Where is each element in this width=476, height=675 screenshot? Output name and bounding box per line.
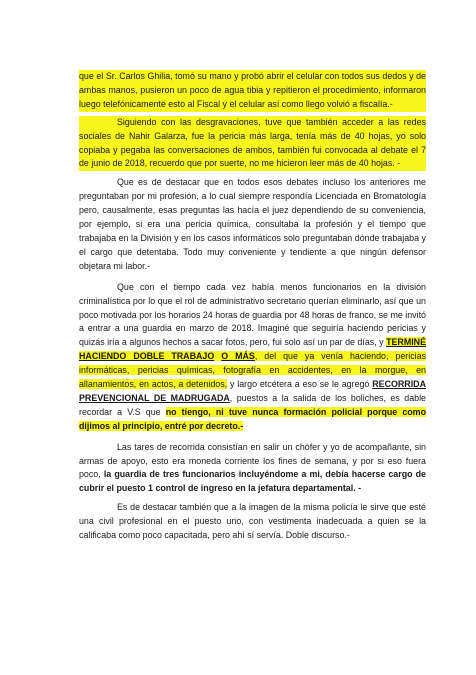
paragraph-4-text-a: Que con el tiempo cada vez había menos funcionarios en la división criminalística por lo que el rol de administrativo secretario querían eliminarlo, así que un poco motivada por los horarios 24 horas de guardia por 48 horas de franco, se me invitó a entrar a una guardia en marzo de 2018. Imaginé que seguiría haciendo pericias y quizás iría a algunos hechos a sacar fotos, pero, fui solo así un par de días, y: [79, 281, 426, 348]
paragraph-2-text: Siguiendo con las desgravaciones, tuve que también acceder a las redes sociales de Nahir Galarza, fue la pericia más larga, tenía más de 40 hojas, yo solo copiaba y pegaba las conversaciones de ambos, también fui convocada al debate el 7 de junio de 2018, recuerdo que por suerte, no me hicieron leer más de 40 hojas. -: [79, 116, 426, 169]
paragraph-3: [79, 176, 426, 273]
formacion-policial-highlight: no tiengo, ni tuve nunca formación policial porque como dijimos al principio, entré por decreto.-: [79, 406, 426, 431]
paragraph-4: [79, 281, 426, 434]
paragraph-5-bold: la guardia de tres funcionarios incluyéndome a mi, debía hacerse cargo de cubrir el puesto 1 control de ingreso en la jefatura departamental. -: [79, 469, 426, 494]
o-mas-emphasis: O MÁS: [221, 351, 255, 362]
paragraph-4-text-g: , puestos a la salida de los boliches, es dable recordar a V.S que: [79, 392, 426, 417]
paragraph-6-text: Es de destacar también que a la imagen de la misma policía le sirve que esté una civil profesional en el puesto uno, con vestimenta inadecuada a quien se la calificaba como poco capacitada, pero ahí sí servía. Doble discurso.-: [79, 502, 426, 541]
paragraph-1-text: que el Sr. Carlos Ghilia, tomó su mano y probó abrir el celular con todos sus dedos y de ambas manos, pusieron un poco de agua tibia y repitieron el procedimiento, informaron luego telefónicamente esto al Fiscal y el celular así como llego volvió a fiscalía.-: [79, 71, 426, 109]
paragraph-1: [79, 70, 426, 112]
paragraph-6: [79, 501, 426, 543]
paragraph-4-text-d: , del que ya venía haciendo, pericias informáticas, pericias químicas, fotografía en accidentes, en la morgue, en allanamientos, en actos, a detenidos,: [79, 351, 427, 390]
paragraph-5-text-a: Las tares de recorrida consistían en salir un chófer y yo de acompañante, sin armas de apoyo, esto era moneda corriente los fines de semana, y por si eso fuera poco,: [79, 441, 426, 480]
paragraph-5: [79, 441, 426, 497]
paragraph-3-text: Que es de destacar que en todos esos debates incluso los anteriores me preguntaban por mi profesión, a lo cual siempre respondía Licenciada en Bromatología pero, causalmente, esas preguntas las hacía el juez dependiendo de su conveniencia, por ejemplo, si era una pericia química, consultaba la profesión y el tiempo que trabajaba en la División y en los casos informáticos solo preguntaban dónde trabajaba y el cargo que detentaba. Todo muy conveniente y tendiente a que ningún defensor objetara mi labor.-: [79, 177, 426, 271]
paragraph-4-text-e: y largo etcétera a eso se le agregó: [229, 379, 370, 390]
paragraph-2: [79, 116, 426, 172]
recorrida-emphasis: RECORRIDA PREVENCIONAL DE MADRUGADA: [79, 379, 426, 403]
doble-trabajo-emphasis: TERMINÉ HACIENDO DOBLE TRABAJO: [79, 337, 426, 362]
